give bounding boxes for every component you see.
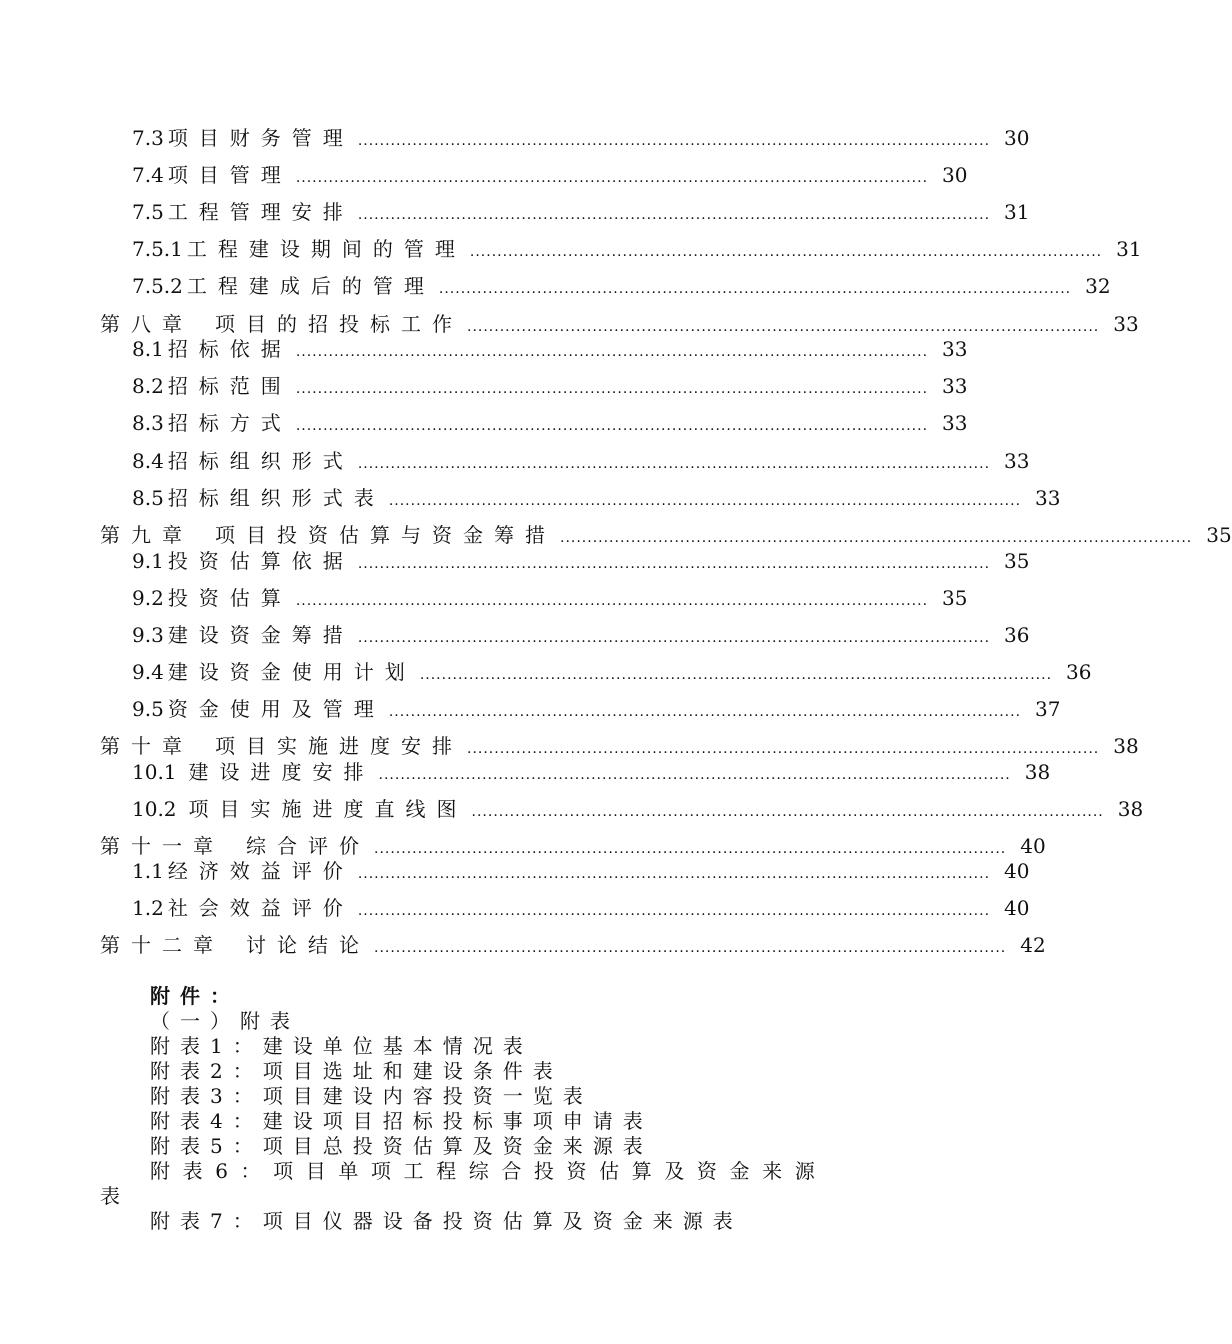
- toc-leader-dots: ....................................................................................................................: [295, 418, 929, 434]
- toc-leader-dots: ....................................................................................................................: [438, 281, 1072, 297]
- toc-chapter-entry[interactable]: [100, 519, 1232, 547]
- toc-entry-number: 8.4: [132, 449, 164, 473]
- toc-entry-number: 7.5: [132, 200, 164, 224]
- toc-entry-label: 工程管理安排: [167, 200, 354, 224]
- toc-entry-page: 40: [1004, 859, 1030, 883]
- attachment-item[interactable]: 附表5：项目总投资估算及资金来源表: [150, 1134, 653, 1158]
- toc-entry-label: 工程建成后的管理: [186, 274, 435, 298]
- toc-entry-page: 33: [1113, 312, 1139, 336]
- attachment-item[interactable]: 附表2：项目选址和建设条件表: [150, 1059, 563, 1083]
- toc-entry[interactable]: [132, 892, 1030, 920]
- toc-entry-number: 10.1: [132, 760, 177, 784]
- toc-entry-label: 经济效益评价: [167, 859, 354, 883]
- toc-leader-dots: ....................................................................................................................: [357, 133, 991, 149]
- toc-entry-page: 35: [942, 586, 968, 610]
- toc-entry-page: 31: [1004, 200, 1030, 224]
- toc-entry-page: 38: [1024, 760, 1051, 784]
- toc-entry-number: 1.1: [132, 859, 164, 883]
- toc-leader-dots: ....................................................................................................................: [374, 841, 1007, 857]
- toc-chapter-number: 第十一章: [100, 834, 224, 858]
- toc-entry[interactable]: [132, 270, 1111, 298]
- toc-entry[interactable]: [132, 159, 968, 187]
- toc-leader-dots: ....................................................................................................................: [419, 667, 1053, 683]
- toc-leader-dots: ....................................................................................................................: [560, 530, 1193, 546]
- toc-entry-label: 建设资金使用计划: [167, 660, 416, 684]
- attachment-item[interactable]: 附表1：建设单位基本情况表: [150, 1034, 533, 1058]
- toc-entry-page: 30: [942, 163, 968, 187]
- toc-entry-label: 招标组织形式表: [167, 486, 385, 510]
- attachment-item[interactable]: 附表7：项目仪器设备投资估算及资金来源表: [150, 1209, 743, 1233]
- toc-leader-dots: ....................................................................................................................: [357, 207, 991, 223]
- toc-entry[interactable]: [132, 793, 1144, 821]
- toc-entry-page: 31: [1116, 237, 1142, 261]
- toc-entry-page: 36: [1066, 660, 1092, 684]
- toc-leader-dots: ....................................................................................................................: [374, 940, 1007, 956]
- toc-entry-number: 9.1: [132, 549, 164, 573]
- toc-leader-dots: ....................................................................................................................: [388, 493, 1022, 509]
- toc-entry-page: 35: [1004, 549, 1030, 573]
- toc-entry[interactable]: [132, 445, 1030, 473]
- toc-entry-label: 资金使用及管理: [167, 697, 385, 721]
- toc-entry-label: 招标范围: [167, 374, 292, 398]
- attachment-item[interactable]: 附表3：项目建设内容投资一览表: [150, 1084, 593, 1108]
- toc-entry-label: 项目实施进度直线图: [188, 797, 468, 821]
- toc-entry-page: 36: [1004, 623, 1030, 647]
- toc-entry-number: 9.3: [132, 623, 164, 647]
- toc-leader-dots: ....................................................................................................................: [295, 593, 929, 609]
- toc-leader-dots: ....................................................................................................................: [357, 556, 991, 572]
- toc-entry-number: 7.4: [132, 163, 164, 187]
- toc-entry-page: 38: [1113, 734, 1139, 758]
- toc-leader-dots: ....................................................................................................................: [357, 456, 991, 472]
- toc-entry[interactable]: [132, 693, 1061, 721]
- toc-entry-number: 8.3: [132, 411, 164, 435]
- toc-leader-dots: ....................................................................................................................: [467, 319, 1100, 335]
- toc-entry-number: 8.5: [132, 486, 164, 510]
- toc-entry[interactable]: [132, 855, 1030, 883]
- toc-entry-page: 32: [1085, 274, 1111, 298]
- toc-leader-dots: ....................................................................................................................: [378, 767, 1011, 783]
- toc-entry-label: 招标方式: [167, 411, 292, 435]
- toc-entry-label: 项目财务管理: [167, 126, 354, 150]
- toc-entry[interactable]: [132, 756, 1051, 784]
- toc-leader-dots: ....................................................................................................................: [469, 244, 1103, 260]
- attachment-item-continuation: 表: [100, 1184, 130, 1208]
- toc-leader-dots: ....................................................................................................................: [295, 381, 929, 397]
- toc-entry[interactable]: [132, 370, 968, 398]
- toc-entry[interactable]: [132, 407, 968, 435]
- toc-chapter-number: 第九章: [100, 523, 193, 547]
- toc-entry-label: 建设资金筹措: [167, 623, 354, 647]
- toc-entry-label: 项目投资估算与资金筹措: [215, 523, 556, 547]
- toc-entry-page: 33: [1004, 449, 1030, 473]
- toc-entry[interactable]: [132, 545, 1030, 573]
- toc-entry[interactable]: [132, 122, 1030, 150]
- toc-chapter-number: 第十章: [100, 734, 193, 758]
- toc-leader-dots: ....................................................................................................................: [471, 804, 1104, 820]
- toc-entry-page: 40: [1020, 834, 1046, 858]
- toc-chapter-number: 第十二章: [100, 933, 224, 957]
- toc-leader-dots: ....................................................................................................................: [467, 741, 1100, 757]
- toc-entry-number: 9.4: [132, 660, 164, 684]
- toc-entry-label: 投资估算: [167, 586, 292, 610]
- toc-leader-dots: ....................................................................................................................: [295, 170, 929, 186]
- toc-entry-page: 40: [1004, 896, 1030, 920]
- toc-entry-number: 7.3: [132, 126, 164, 150]
- toc-entry-page: 33: [942, 374, 968, 398]
- toc-chapter-entry[interactable]: [100, 730, 1139, 758]
- toc-entry-label: 招标组织形式: [167, 449, 354, 473]
- toc-leader-dots: ....................................................................................................................: [388, 704, 1022, 720]
- toc-entry-page: 33: [942, 411, 968, 435]
- attachments-heading: 附件：: [150, 984, 240, 1008]
- toc-entry[interactable]: [132, 196, 1030, 224]
- toc-entry[interactable]: [132, 619, 1030, 647]
- toc-entry[interactable]: [132, 582, 968, 610]
- toc-entry-label: 投资估算依据: [167, 549, 354, 573]
- toc-chapter-entry[interactable]: [100, 308, 1139, 336]
- toc-entry-number: 8.1: [132, 337, 164, 361]
- toc-entry-page: 37: [1035, 697, 1061, 721]
- toc-entry-number: 8.2: [132, 374, 164, 398]
- toc-entry-number: 9.2: [132, 586, 164, 610]
- toc-entry-page: 30: [1004, 126, 1030, 150]
- toc-leader-dots: ....................................................................................................................: [357, 630, 991, 646]
- toc-entry-page: 42: [1020, 933, 1046, 957]
- toc-entry-label: 项目的招投标工作: [215, 312, 463, 336]
- attachment-item[interactable]: 附表4：建设项目招标投标事项申请表: [150, 1109, 653, 1133]
- toc-entry-label: 建设进度安排: [188, 760, 375, 784]
- toc-entry[interactable]: [132, 656, 1092, 684]
- toc-entry-label: 讨论结论: [246, 933, 370, 957]
- toc-leader-dots: ....................................................................................................................: [357, 903, 991, 919]
- toc-entry[interactable]: [132, 333, 968, 361]
- toc-entry-number: 9.5: [132, 697, 164, 721]
- toc-entry-label: 项目管理: [167, 163, 292, 187]
- toc-entry-number: 1.2: [132, 896, 164, 920]
- toc-chapter-number: 第八章: [100, 312, 193, 336]
- toc-entry-number: 7.5.2: [132, 274, 183, 298]
- toc-entry-number: 10.2: [132, 797, 177, 821]
- toc-entry-label: 社会效益评价: [167, 896, 354, 920]
- toc-entry-page: 38: [1117, 797, 1144, 821]
- toc-leader-dots: ....................................................................................................................: [357, 866, 991, 882]
- toc-entry-page: 33: [1035, 486, 1061, 510]
- toc-entry-page: 33: [942, 337, 968, 361]
- toc-entry[interactable]: [132, 482, 1061, 510]
- toc-entry-number: 7.5.1: [132, 237, 183, 261]
- toc-chapter-entry[interactable]: [100, 830, 1046, 858]
- toc-entry-label: 项目实施进度安排: [215, 734, 463, 758]
- toc-entry-label: 综合评价: [246, 834, 370, 858]
- toc-entry-label: 工程建设期间的管理: [186, 237, 466, 261]
- toc-chapter-entry[interactable]: [100, 929, 1046, 957]
- toc-entry[interactable]: [132, 233, 1142, 261]
- toc-entry-label: 招标依据: [167, 337, 292, 361]
- toc-leader-dots: ....................................................................................................................: [295, 344, 929, 360]
- toc-entry-page: 35: [1206, 523, 1232, 547]
- attachment-item[interactable]: 附表6：项目单项工程综合投资估算及资金来源: [150, 1159, 828, 1183]
- attachments-group-title: （一）附表: [150, 1009, 300, 1033]
